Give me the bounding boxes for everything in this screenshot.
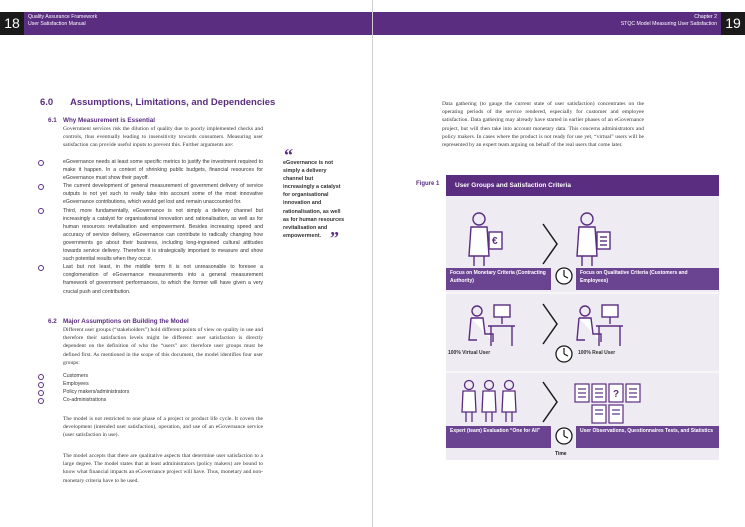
time-axis-label: Time [555, 451, 567, 457]
left-header-text [28, 14, 97, 28]
argument-bullet: Last but not least, in the middle term it is not unreasonable to foresee a conglomeration of eGovernance measurements into a general measurement framework of government performances, to which the former will have given a very crucial push and contribution. [63, 263, 263, 295]
subsection-6-2-title [48, 318, 189, 325]
bullet-marker [38, 382, 44, 388]
right-page-number: 19 [721, 12, 745, 35]
caption-monetary-criteria: Focus on Monetary Criteria (Contracting Authority) [446, 268, 551, 290]
caption-virtual-user: 100% Virtual User [448, 350, 491, 356]
svg-text:€: € [492, 236, 498, 247]
user-group-item: Policy makers/administrators [63, 388, 263, 396]
bullet-marker [38, 208, 44, 214]
caption-real-user: 100% Real User [578, 350, 616, 356]
bullet-marker [38, 374, 44, 380]
bullet-marker [38, 160, 44, 166]
quote-close-mark: ” [330, 228, 339, 248]
subsection-6-2-number: 6.2 [48, 318, 57, 325]
qualitative-user-icon [577, 213, 610, 266]
subsection-6-2-intro: Different user groups (“stakeholders”) hold different points of view on quality in use and therefore their satisfaction levels might be different: user satisfaction is directly dependent on the definition of who the “users” are: therefore user groups must be defined first. As mentioned in the scope of this document, the model identifies four user groups: [63, 327, 263, 366]
chevron-right-icon [543, 382, 557, 422]
user-group-item: Customers [63, 372, 263, 380]
chevron-right-icon [543, 224, 557, 264]
bullet-marker [38, 184, 44, 190]
caption-expert-evaluation: Expert (team) Evaluation “One for All” [446, 426, 551, 448]
argument-bullet: Third, more fundamentally, eGovernance is not simply a delivery channel but increasingly a catalyst for organisational innovation and rationalisation, as well as for human resources revitalisation and empowerment. Besides increasing speed and accuracy of service delivery, eGovernance can contribute to radically changing how governments go about their business, including long-ingrained cultural attitudes towards service delivery. Therefore it is strategically important to measure and show such potential results when they occur. [63, 207, 263, 264]
right-header-line1: Chapter 2 [694, 14, 717, 20]
subsection-6-1-intro: Government services risk the dilution of quality due to poorly implemented checks and controls, thus eventually leading to insensitivity towards consumers. Measuring user satisfaction can provide useful inputs to prevent this. Further arguments are: [63, 126, 263, 149]
section-heading: Assumptions, Limitations, and Dependencies [70, 97, 276, 108]
real-user-icon [577, 305, 623, 346]
subsection-6-1-number: 6.1 [48, 117, 57, 124]
subsection-6-1-heading: Why Measurement is Essential [63, 117, 156, 124]
user-groups-list [63, 372, 263, 404]
bullet-marker [38, 390, 44, 396]
qualitative-aspects-paragraph: The model accepts that there are qualitative aspects that determine user satisfaction to a large degree. The model states that at least administrators (policy makers) are bound to know what financial impacts an eGovernance project will have. Thus, monetary and non-monetary criteria have to be used. [63, 453, 263, 484]
left-header-line1: Quality Assurance Framework [28, 14, 98, 20]
user-group-item: Co-administrations [63, 396, 263, 404]
right-page [373, 0, 745, 527]
section-number: 6.0 [40, 97, 54, 108]
quote-open-mark: “ [284, 145, 293, 165]
argument-bullet: eGovernance needs at least some specific metrics to justify the investment required to make it happen. In a context of shrinking public budgets, financial resources for eGovernance must show their payoff. [63, 158, 263, 182]
chevron-right-icon [543, 304, 557, 344]
expert-team-icon [462, 381, 516, 423]
bullet-marker [38, 398, 44, 404]
subsection-6-1-title [48, 117, 155, 124]
figure-label: Figure 1 [416, 181, 440, 187]
clock-icon [556, 346, 572, 362]
svg-text:?: ? [613, 389, 620, 400]
section-title [40, 97, 275, 108]
user-group-item: Employees [63, 380, 263, 388]
caption-qualitative-criteria: Focus on Qualitative Criteria (Customers and Employees) [576, 268, 719, 290]
right-header-line2: STQC Model Measuring User Satisfaction [620, 21, 717, 27]
clock-icon [556, 428, 572, 444]
argument-bullet: The current development of general measurement of government delivery of service outputs is not yet such to really take into account some of the most innovative eGovernance contributions, which would get lost and remain unaccounted for. [63, 182, 263, 206]
monetary-user-icon [469, 213, 502, 266]
arguments-bullet-list [63, 158, 263, 296]
bullet-marker [38, 265, 44, 271]
questionnaire-icon [575, 384, 640, 423]
figure-title: User Groups and Satisfaction Criteria [455, 182, 571, 189]
left-header-line2: User Satisfaction Manual [28, 21, 86, 27]
caption-user-observations: User Observations, Questionnaires Tests, and Statistics [576, 426, 719, 448]
left-page [0, 0, 372, 527]
model-scope-paragraph: The model is not restricted to one phase of a project or product life cycle. It covers the development (intended user satisfaction), operation, and use of an eGovernance service (user satisfaction in use). [63, 416, 263, 439]
left-page-number: 18 [0, 12, 24, 35]
data-gathering-paragraph: Data gathering (to gauge the current state of user satisfaction) concentrates on the operating periods of the service rendered, especially for customer and employee satisfaction. Data gathering may already have started in earlier phases of an eGovernance project, but will then take into account monetary data. This concerns administrators and policy makers. In cases where the product is not ready for use yet, “virtual” users will be represented by an expert team arguing on behalf of the real users that come later. [442, 101, 644, 149]
clock-icon [556, 268, 572, 284]
virtual-user-icon [469, 305, 515, 346]
pull-quote: eGovernance is not simply a delivery channel but increasingly a catalyst for organisational innovation and rationalisation, as well as for human resources revitalisation and empowerment. [283, 160, 345, 239]
subsection-6-2-heading: Major Assumptions on Building the Model [63, 318, 189, 325]
